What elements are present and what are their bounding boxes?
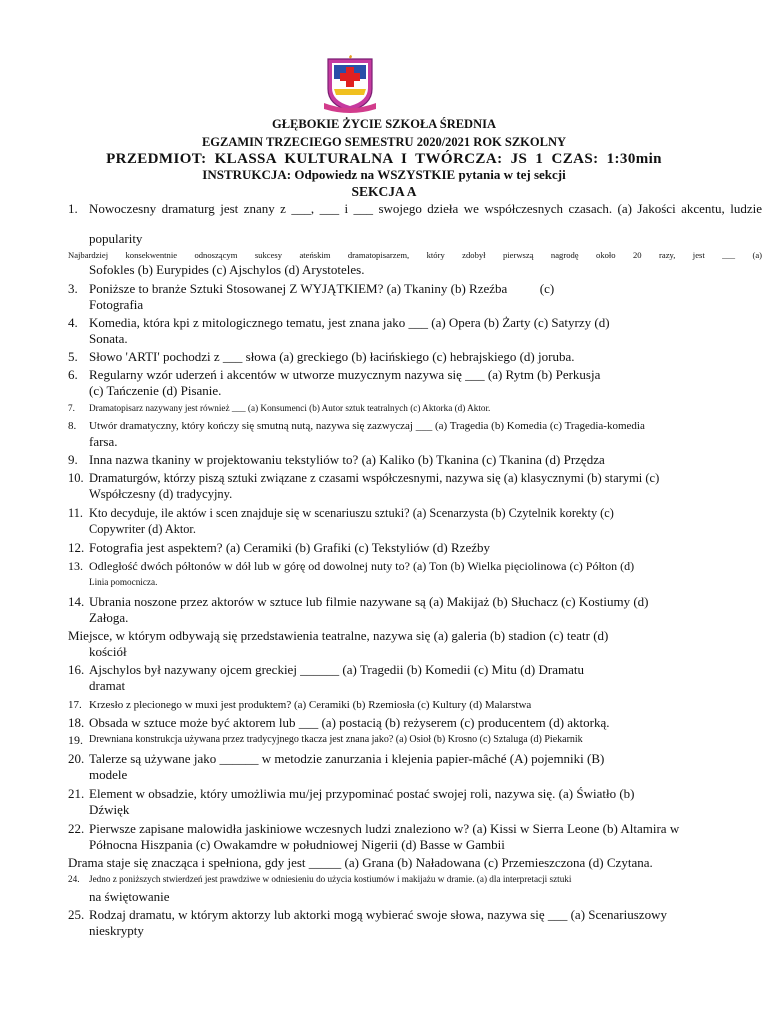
question-text: Element w obsadzie, który umożliwia mu/jej przypominać postać swojej roli, nazywa się. (a) Światło (b) [89, 786, 635, 801]
question-text: Inna nazwa tkaniny w projektowaniu tekstyliów to? (a) Kaliko (b) Tkanina (c) Tkanina (d) Przędza [89, 452, 605, 467]
question-continuation: Sofokles (b) Eurypides (c) Ajschylos (d) Arystoteles. [89, 262, 365, 277]
exam-title: EGZAMIN TRZECIEGO SEMESTRU 2020/2021 ROK SZKOLNY [201, 135, 567, 149]
question-item: 3. Poniższe to branże Sztuki Stosowanej Z WYJĄTKIEM? (a) Tkaniny (b) Rzeźba (c) Fotografia [68, 281, 555, 312]
question-item [0, 402, 768, 415]
question-number: 6. [68, 367, 78, 382]
subject-line: PRZEDMIOT: KLASSA KULTURALNA I TWÓRCZA: JS 1 CZAS: 1:30min [106, 151, 662, 167]
question-number: 11. [68, 506, 83, 520]
question-item: 10. Dramaturgów, którzy piszą sztuki związane z czasami współczesnymi, nazywa się (a) klasycznymi (b) starymi (c) Współczesny (d) tradycyjny. [68, 471, 660, 501]
school-logo [322, 55, 378, 115]
question-item: 13. Odległość dwóch półtonów w dół lub w górę od dowolnej nuty to? (a) Ton (b) Wielka pięciolinowa (c) Półton (d) Linia pomocnicza. [68, 559, 635, 587]
question-list [0, 201, 768, 939]
question-item: 14. Ubrania noszone przez aktorów w sztuce lub filmie nazywane są (a) Makijaż (b) Słuchacz (c) Kostiumy (d) Załoga. [68, 594, 649, 625]
question-text: Dramatopisarz nazywany jest również ___ (a) Konsumenci (b) Autor sztuk teatralnych (c) Aktorka (d) Aktor. [89, 403, 491, 413]
question-item [0, 349, 768, 365]
question-text: Utwór dramatyczny, który kończy się smutną nutą, nazywa się zazwyczaj ___ (a) Tragedia (b) Komedia (c) Tragedia-komedia [89, 420, 645, 432]
question-number: 19. [68, 733, 83, 747]
question-item: 25. Rodzaj dramatu, w którym aktorzy lub aktorki mogą wybierać swoje słowa, nazywa się ___ (a) Scenariuszowy nieskrypty [68, 907, 667, 938]
question-item [0, 201, 768, 235]
question-number: 16. [68, 662, 85, 677]
question-text: Obsada w sztuce może być aktorem lub ___ (a) postacią (b) reżyserem (c) producentem (d) aktorką. [89, 715, 610, 730]
question-item: 4. Komedia, która kpi z mitologicznego tematu, jest znana jako ___ (a) Opera (b) Żarty (c) Satyrzy (d) Sonata. [68, 315, 610, 346]
question-item [0, 715, 768, 731]
question-text: Rodzaj dramatu, w którym aktorzy lub aktorki mogą wybierać swoje słowa, nazywa się ___ (a) Scenariuszowy [89, 907, 667, 922]
question-item: 21. Element w obsadzie, który umożliwia mu/jej przypominać postać swojej roli, nazywa się. (a) Światło (b) Dźwięk [68, 786, 635, 817]
question-item [0, 873, 768, 886]
question-text: Fotografia jest aspektem? (a) Ceramiki (b) Grafiki (c) Tekstyliów (d) Rzeźby [89, 540, 490, 555]
question-number: 5. [68, 349, 78, 364]
question-number: 21. [68, 786, 85, 801]
question-text: Najbardziej konsekwentnie odnoszącym sukcesy ateńskim dramatopisarzem, który zdobył pierwszą nagrodę około 20 razy, jest ___ (a) [68, 250, 762, 260]
question-text: Drama staje się znacząca i spełniona, gdy jest _____ (a) Grana (b) Naładowana (c) Przemieszczona (d) Czytana. [68, 855, 653, 870]
question-number: 17. [68, 699, 82, 711]
question-text: Kto decyduje, ile aktów i scen znajduje się w scenariuszu sztuki? (a) Scenarzysta (b) Czytelnik korekty (c) [89, 506, 614, 520]
question-number: 13. [68, 559, 83, 573]
question-item: 6. Regularny wzór uderzeń i akcentów w utworze muzycznym nazywa się ___ (a) Rytm (b) Perkusja (c) Tańczenie (d) Pisanie. [68, 367, 601, 398]
question-number: 24. [68, 874, 80, 884]
question-text: Ubrania noszone przez aktorów w sztuce lub filmie nazywane są (a) Makijaż (b) Słuchacz (c) Kostiumy (d) [89, 594, 649, 609]
question-item [0, 697, 768, 713]
question-item [0, 540, 768, 556]
question-text: Talerze są używane jako ______ w metodzie zanurzania i klejenia papier-mâché (A) pojemniki (B) [89, 751, 605, 766]
question-item: 11. Kto decyduje, ile aktów i scen znajduje się w scenariuszu sztuki? (a) Scenarzysta (b) Czytelnik korekty (c) Copywriter (d) Aktor. [68, 506, 614, 536]
question-number: 14. [68, 594, 85, 609]
question-number: 7. [68, 403, 75, 413]
question-continuation: na świętowanie [89, 889, 170, 904]
question-text: Odległość dwóch półtonów w dół lub w górę od dowolnej nuty to? (a) Ton (b) Wielka pięciolinowa (c) Półton (d) [89, 559, 635, 573]
question-text: Regularny wzór uderzeń i akcentów w utworze muzycznym nazywa się ___ (a) Rytm (b) Perkusja [89, 367, 601, 382]
question-number: 12. [68, 540, 85, 555]
question-text: Nowoczesny dramaturg jest znany z ___, ___ i ___ swojego dzieła we współczesnych czasach. (a) Jakości akcentu, ludzie [89, 201, 762, 216]
question-number: 1. [68, 201, 78, 216]
question-number: 3. [68, 281, 78, 296]
question-continuation: popularity [89, 231, 143, 246]
question-item: 8. Utwór dramatyczny, który kończy się smutną nutą, nazywa się zazwyczaj ___ (a) Tragedia (b) Komedia (c) Tragedia-komedia farsa. [68, 420, 645, 449]
school-name: GŁĘBOKIE ŻYCIE SZKOŁA ŚREDNIA [271, 117, 497, 131]
question-item: 16. Ajschylos był nazywany ojcem greckiej ______ (a) Tragedii (b) Komedii (c) Mitu (d) Dramatu dramat [68, 662, 584, 693]
question-number: 25. [68, 907, 85, 922]
question-text: Krzesło z plecionego w muxi jest produktem? (a) Ceramiki (b) Rzemiosła (c) Kultury (d) Malarstwa [89, 699, 532, 711]
question-number: 4. [68, 315, 78, 330]
question-item [0, 855, 768, 871]
question-text: Ajschylos był nazywany ojcem greckiej ______ (a) Tragedii (b) Komedii (c) Mitu (d) Dramatu [89, 662, 584, 677]
question-text: Poniższe to branże Sztuki Stosowanej Z WYJĄTKIEM? (a) Tkaniny (b) Rzeźba (c) [89, 281, 555, 296]
instruction-line: INSTRUKCJA: Odpowiedz na WSZYSTKIE pytania w tej sekcji [202, 167, 566, 182]
question-number: 22. [68, 821, 85, 836]
question-item: Miejsce, w którym odbywają się przedstawienia teatralne, nazywa się (a) galeria (b) stadion (c) teatr (d) kościół [68, 628, 609, 659]
question-text: Miejsce, w którym odbywają się przedstawienia teatralne, nazywa się (a) galeria (b) stadion (c) teatr (d) [68, 628, 609, 643]
question-item [0, 452, 768, 468]
question-text: Słowo 'ARTI' pochodzi z ___ słowa (a) greckiego (b) łacińskiego (c) hebrajskiego (d) joruba. [89, 349, 575, 364]
question-text: Drewniana konstrukcja używana przez tradycyjnego tkacza jest znana jako? (a) Osioł (b) Krosno (c) Sztaluga (d) Piekarnik [89, 734, 583, 745]
question-item: 20. Talerze są używane jako ______ w metodzie zanurzania i klejenia papier-mâché (A) pojemniki (B) modele [68, 751, 605, 782]
question-number: 18. [68, 715, 85, 730]
question-number: 9. [68, 452, 78, 467]
question-number: 8. [68, 420, 77, 432]
question-item [0, 732, 768, 748]
question-text: Dramaturgów, którzy piszą sztuki związane z czasami współczesnymi, nazywa się (a) klasycznymi (b) starymi (c) [89, 471, 660, 485]
question-number: 10. [68, 471, 84, 485]
question-text: Jedno z poniższych stwierdzeń jest prawdziwe w odniesieniu do użycia kostiumów i makijażu w dramie. (a) dla interpretacji sztuki [89, 874, 572, 884]
question-item [0, 249, 768, 262]
section-title: SEKCJA A [351, 184, 417, 199]
question-number: 20. [68, 751, 85, 766]
question-item: 22. Pierwsze zapisane malowidła jaskiniowe wczesnych ludzi znaleziono w? (a) Kissi w Sierra Leone (b) Altamira w Północna Hiszpania (c) Owakamdre w południowej Nigerii (d) Basse w Gambii [68, 821, 680, 852]
question-text: Komedia, która kpi z mitologicznego tematu, jest znana jako ___ (a) Opera (b) Żarty (c) Satyrzy (d) [89, 315, 610, 330]
question-text: Pierwsze zapisane malowidła jaskiniowe wczesnych ludzi znaleziono w? (a) Kissi w Sierra Leone (b) Altamira w [89, 821, 680, 836]
